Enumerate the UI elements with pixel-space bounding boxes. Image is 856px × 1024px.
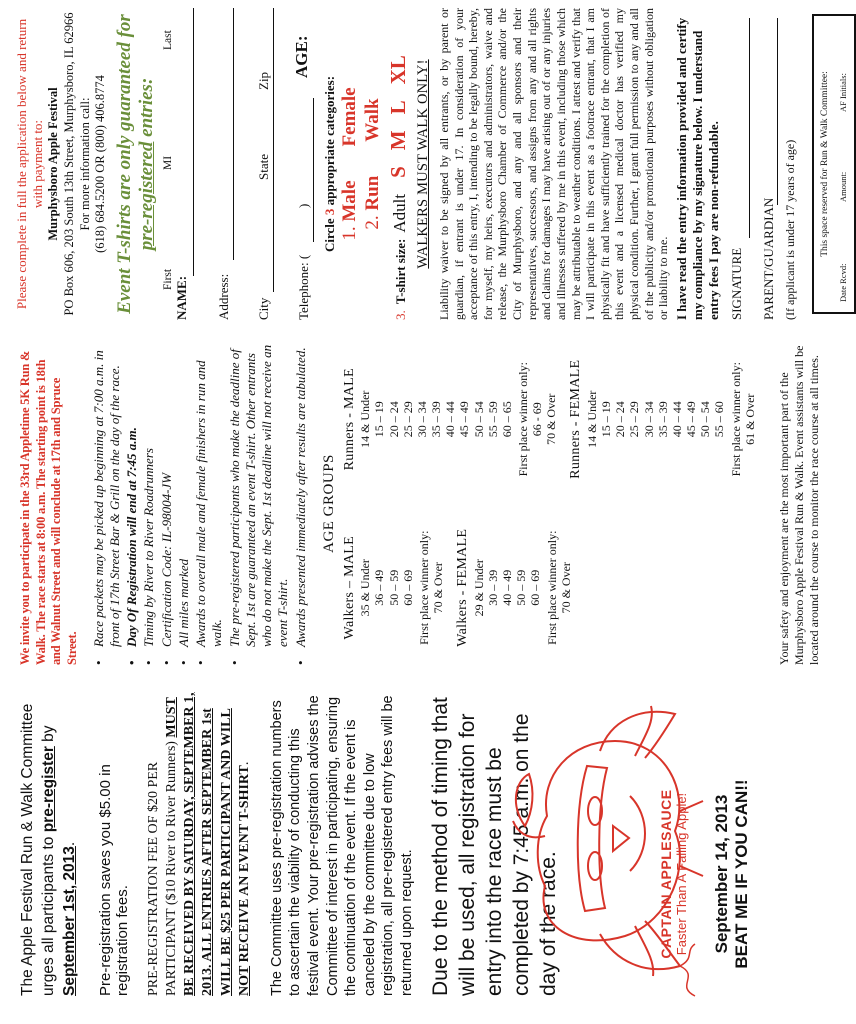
guardian-label: PARENT/GUARDIAN — [761, 197, 777, 320]
age-group: 40 – 49 — [500, 569, 515, 606]
age-group: 60 – 69 — [528, 569, 543, 606]
age-group: 61 & Over — [742, 393, 757, 445]
winner-note: First place winner only: — [416, 530, 431, 645]
age-group: 66 - 69 — [530, 402, 545, 437]
age-group: 30 – 39 — [485, 569, 500, 606]
safety-footer: Your safety and enjoyment are the most important part of the Murphysboro Apple Festival Run & Walk. Event assistants will be located around the course to monitor the race course at all times. — [776, 345, 821, 665]
office-use-title: This space reserved for Run & Walk Committee: — [820, 71, 831, 257]
tshirt-size-choice[interactable] — [386, 8, 411, 320]
runners-male-title: Runners - MALE — [341, 368, 357, 471]
name-line — [193, 8, 194, 276]
city-label: City — [255, 297, 271, 320]
age-group: 50 – 54 — [698, 401, 713, 438]
size-s[interactable]: S — [385, 166, 410, 178]
address-label: Address: — [215, 273, 231, 320]
zip-label: Zip — [255, 71, 271, 90]
age-group: 25 – 29 — [627, 401, 642, 438]
beat-me-slogan: BEAT ME IF YOU CAN!! — [732, 779, 751, 969]
age-group: 35 & Under — [358, 559, 373, 617]
winner-note: First place winner only: — [544, 530, 559, 645]
certify-statement: I have read the entry information provided and certify my compliance by my signature below. I understand entry fees I pay are non-refundable. — [673, 17, 721, 320]
tshirt-guarantee-b: pre-registered — [136, 141, 158, 251]
age-group: 50 – 59 — [386, 569, 401, 606]
address-line — [233, 8, 234, 260]
event-date-block — [712, 764, 752, 984]
age-group: 60 – 65 — [499, 401, 514, 438]
intro-paragraph — [18, 689, 81, 996]
age-group: 60 – 69 — [400, 569, 415, 606]
age-group: 45 – 49 — [684, 401, 699, 438]
option-female[interactable]: Female — [338, 87, 360, 147]
tshirt-size-label: T-shirt size: — [392, 238, 408, 305]
name-field[interactable] — [162, 8, 198, 320]
panel-middle — [0, 334, 821, 679]
info-phone: (618) 684.5200 OR (800) 406.8774 — [92, 75, 107, 253]
fee-text-a: PRE-REGISTRATION FEE OF $20 PER PARTICIPANT ($10 River to River Runners) — [145, 737, 179, 996]
guardian-note: (If applicant is under 17 years of age) — [783, 139, 798, 320]
circle-text-a: Circle — [321, 215, 337, 253]
event-choice[interactable] — [362, 8, 384, 320]
invite-paragraph: We invite you to participate in the 33rd Appletime 5K Run & Walk. The race starts at 8:00 a.m. The starting point is 18th and Walnut Street and will conclude at 17th and Spruce Street. — [18, 350, 79, 665]
winner-note: First place winner only: — [515, 362, 530, 477]
guardian-line — [777, 18, 778, 205]
list-item: • Timing by River to River Roadrunners — [141, 342, 157, 665]
age-group: 25 – 29 — [400, 401, 415, 438]
telephone-label: Telephone: ( — [295, 254, 311, 320]
list-item: • Awards presented immediately after results are tabulated. — [293, 342, 309, 665]
mascot-tagline: Faster Than A Falling Apple! — [674, 792, 689, 956]
list-item: • Certification Code: IL-98004-JW — [159, 342, 175, 665]
walkers-female-title: Walkers - FEMALE — [455, 528, 471, 647]
viability-paragraph: The Committee uses pre-registration numbers to ascertain the viability of conducting this festival event. Your pre-registration advises the Committee of interest in participating, ensuring the continuation of the event. If the event is canceled by the committee due to low registration, all pre-registered entry fees will be returned upon request. — [268, 695, 415, 996]
state-label: State — [255, 154, 271, 180]
intro-text-end: . — [60, 841, 78, 847]
info-line-1: For more information call: — [77, 97, 92, 231]
gender-choice[interactable] — [339, 8, 361, 320]
event-details-list — [91, 342, 309, 665]
timing-paragraph: Due to the method of timing that will be used, all registration for entry into the race must be completed by 7:45 a.m. on the day of the race. — [429, 697, 560, 996]
circle-text-b: appropriate categories: — [321, 75, 337, 209]
adult-label: Adult — [389, 193, 409, 233]
mascot-caption — [658, 764, 689, 984]
age-group: 20 – 24 — [386, 401, 401, 438]
age-group: 45 – 49 — [457, 401, 472, 438]
age-group: 50 – 59 — [514, 569, 529, 606]
age-group: 70 & Over — [544, 393, 559, 445]
signature-field[interactable] — [729, 8, 755, 320]
size-xl[interactable]: XL — [385, 55, 410, 85]
age-group: 50 – 54 — [471, 401, 486, 438]
application-instructions: Please complete in full the application below and return with payment to: — [14, 18, 45, 310]
list-item: • Race packets may be picked up beginning at 7:00 a.m. in front of 17th Street Bar & Grill on the day of the race. — [91, 342, 124, 665]
event-date: September 14, 2013 — [712, 794, 731, 954]
list-item: • Day Of Registration will end at 7:45 a.m. — [124, 342, 140, 665]
age-group: 36 – 49 — [372, 569, 387, 606]
winner-note: First place winner only: — [728, 362, 743, 477]
age-group: 70 & Over — [558, 562, 573, 614]
age-groups-table — [342, 342, 757, 665]
age-group: 40 – 44 — [669, 401, 684, 438]
list-item: • All miles marked — [176, 342, 192, 665]
option-walk[interactable]: Walk — [361, 98, 383, 142]
signature-label: SIGNATURE — [729, 247, 745, 320]
intro-prereg: pre-register — [39, 746, 57, 833]
age-group: 55 – 60 — [712, 401, 727, 438]
age-group: 15 – 19 — [372, 401, 387, 438]
size-m[interactable]: M — [385, 130, 410, 151]
circle-number: 3 — [321, 208, 337, 216]
fee-text-c: RECEIVE AN EVENT T-SHIRT — [236, 765, 252, 966]
age-groups-title: AGE GROUPS — [320, 454, 337, 553]
name-last-label: Last — [161, 30, 174, 50]
name-mi-label: MI — [161, 155, 174, 170]
tshirt-guarantee-c: entries: — [136, 77, 158, 142]
runners-female-title: Runners - FEMALE — [568, 359, 584, 479]
option-3-number: 3. — [392, 310, 408, 320]
circle-categories-title — [322, 8, 338, 320]
office-date-label: Date Rcvd: — [838, 263, 849, 302]
mascot-name: CAPTAIN APPLESAUCE — [658, 789, 674, 959]
age-group: 40 – 44 — [443, 401, 458, 438]
guardian-field[interactable] — [761, 8, 783, 320]
tshirt-guarantee-a: Event T-shirts are only guaranteed for — [114, 14, 136, 314]
age-group: 30 – 34 — [414, 401, 429, 438]
office-initials-label: AF Initials: — [838, 73, 849, 112]
office-amount-label: Amount: — [838, 171, 849, 202]
option-run[interactable]: Run — [361, 175, 383, 211]
signature-line — [749, 18, 750, 238]
list-item: • Awards to overall male and female finishers in run and walk. — [193, 342, 226, 665]
fee-text-d: . — [236, 761, 252, 766]
organization-name: Murphysboro Apple Festival — [46, 87, 61, 241]
option-2-number: 2. — [361, 215, 383, 230]
intro-text-b: by — [39, 725, 57, 747]
office-use-box — [812, 14, 856, 314]
age-group: 35 – 39 — [655, 401, 670, 438]
option-male[interactable]: Male — [338, 180, 360, 222]
age-group: 55 – 59 — [485, 401, 500, 438]
age-group: 70 & Over — [431, 562, 446, 614]
liability-waiver: Liability waiver to be signed by all entrants, or by parent or guardian, if entrant is under 17. In consideration of your acceptance of this entry, I, intending to be legally bound, hereby, for myself, my heirs, executors and administrators, waive and release, the Murphysboro Chamber of Commerce and/or the City of Murphysboro, and any and all sponsors and their representatives, successors, and assigns from any and all rights and claims for damages I may have arising out of or any injuries and illnesses suffered by me in this event, including those which may be attributable to weather conditions. I attest and verify that I will participate in this event as a footrace entrant, that I am physically fit and have sufficiently trained for the completion of this event and a licensed medical doctor has verified my physical condition. Further, I grant full permission to any and all of the publicity and/or promotional purposes without obligation or liability to me. — [436, 8, 671, 320]
walkers-male-title: Walkers – MALE — [341, 536, 357, 640]
name-first-label: First — [161, 268, 174, 290]
fee-not: NOT — [236, 965, 252, 996]
panel-right-application — [0, 0, 849, 334]
size-l[interactable]: L — [385, 100, 410, 115]
age-group: 14 & Under — [358, 390, 373, 448]
savings-text: Pre-registration saves you $5.00 in registration fees. — [96, 764, 131, 996]
option-1-number: 1. — [338, 226, 360, 241]
mailing-address: PO Box 606, 203 South 13th Street, Murphysboro, IL 62966 — [62, 12, 77, 316]
age-group: 35 – 39 — [429, 401, 444, 438]
intro-date: September 1st, 2013 — [60, 846, 78, 996]
fee-text-b: MUST BE RECEIVED BY SATURDAY, SEPTEMBER 1, 2013. ALL ENTRIES AFTER SEPTEMBER 1st WILL BE $25 PER PARTICIPANT AND WILL — [163, 692, 234, 996]
fee-paragraph — [145, 689, 254, 996]
name-label: NAME: — [173, 275, 189, 320]
telephone-age-field[interactable] — [282, 8, 318, 320]
age-group: 15 – 19 — [599, 401, 614, 438]
age-label: AGE: — [291, 35, 311, 78]
intro-text-a: The Apple Festival Run & Walk Committee urges all participants to — [19, 703, 57, 996]
city-line — [273, 8, 274, 292]
panel-left — [0, 679, 770, 1024]
age-group: 14 & Under — [584, 390, 599, 448]
age-group: 30 – 34 — [641, 401, 656, 438]
telephone-line — [313, 98, 314, 242]
runners-column — [342, 342, 757, 497]
age-group: 29 & Under — [471, 559, 486, 617]
age-group: 20 – 24 — [613, 401, 628, 438]
telephone-close: ) — [295, 203, 311, 208]
city-state-zip-field[interactable] — [242, 8, 278, 320]
list-item: • The pre-registered participants who make the deadline of Sept. 1st are guaranteed an event T-shirt. Other entrants who do not make the Sept. 1st deadline will not receive an event T-shirt. — [227, 342, 292, 665]
walkers-only-note: WALKERS MUST WALK ONLY! — [414, 59, 431, 269]
tshirt-guarantee — [114, 8, 158, 320]
walkers-column — [342, 511, 757, 666]
address-field[interactable] — [202, 8, 238, 320]
